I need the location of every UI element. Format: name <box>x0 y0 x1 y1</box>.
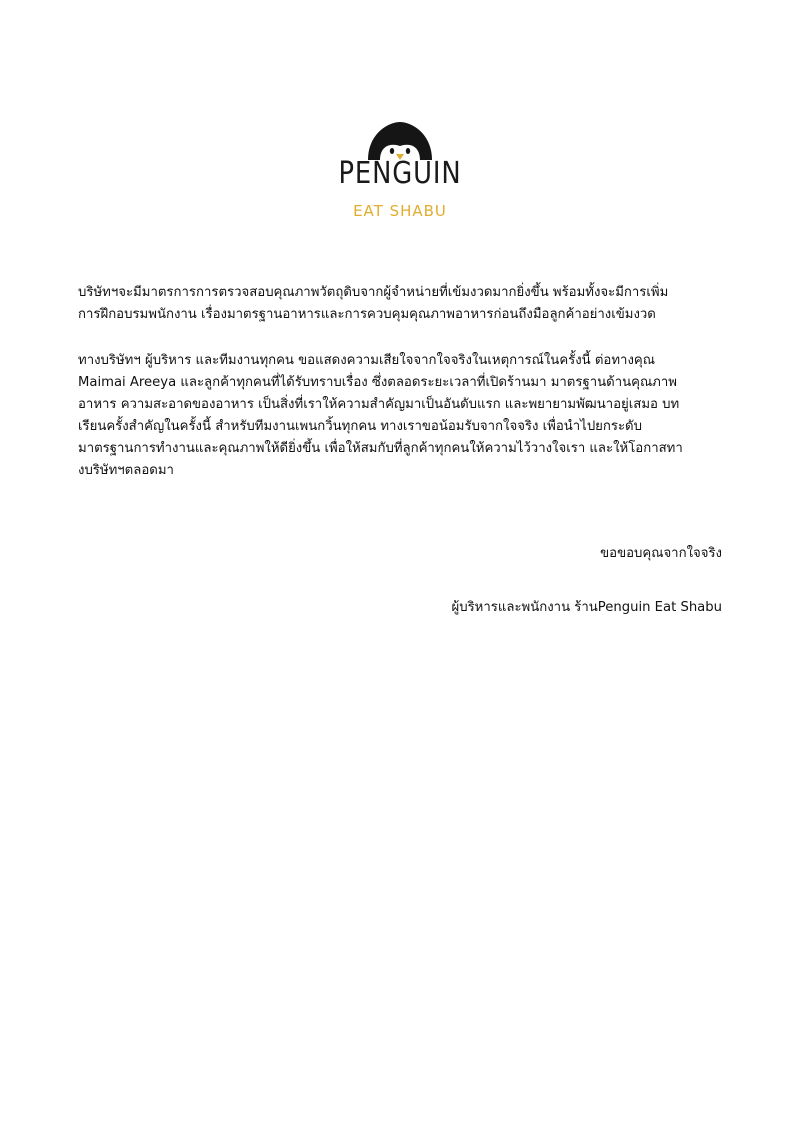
paragraph-line: อาหาร ความสะอาดของอาหาร เป็นสิ่งที่เราให้ความสำคัญมาเป็นอันดับแรก และพยายามพัฒนาอยู่เสมอ บท <box>78 397 680 412</box>
letter-paragraph-2 <box>78 350 724 482</box>
brand-subtitle: EAT SHABU <box>353 202 447 220</box>
paragraph-line: ทางบริษัทฯ ผู้บริหาร และทีมงานทุกคน ขอแสดงความเสียใจจากใจจริงในเหตุการณ์ในครั้งนี้ ต่อทางคุณ <box>78 353 655 368</box>
penguin-icon <box>338 120 462 160</box>
letter-paragraph-1 <box>78 282 724 326</box>
signature-line: ผู้บริหารและพนักงาน ร้านPenguin Eat Shabu <box>451 600 722 615</box>
paragraph-line: บริษัทฯจะมีมาตรการการตรวจสอบคุณภาพวัตถุดิบจากผู้จำหน่ายที่เข้มงวดมากยิ่งขึ้น พร้อมทั้งจะมีการเพิ่ม <box>78 285 669 300</box>
brand-name: PENGUIN <box>338 156 462 191</box>
paragraph-line: เรียนครั้งสำคัญในครั้งนี้ สำหรับทีมงานเพนกวิ้นทุกคน ทางเราขอน้อมรับจากใจจริง เพื่อนำไปยกระดับ <box>78 419 642 434</box>
paragraph-line: มาตรฐานการทำงานและคุณภาพให้ดียิ่งขึ้น เพื่อให้สมกับที่ลูกค้าทุกคนให้ความไว้วางใจเรา และให้โอกาสทา <box>78 441 683 456</box>
paragraph-line: Maimai Areeya และลูกค้าทุกคนที่ได้รับทราบเรื่อง ซึ่งตลอดระยะเวลาที่เปิดร้านมา มาตรฐานด้านคุณภาพ <box>78 375 677 390</box>
paragraph-line: การฝึกอบรมพนักงาน เรื่องมาตรฐานอาหารและการควบคุมคุณภาพอาหารก่อนถึงมือลูกค้าอย่างเข้มงวด <box>78 307 656 322</box>
paragraph-line: งบริษัทฯตลอดมา <box>78 463 174 478</box>
closing-line: ขอขอบคุณจากใจจริง <box>600 546 722 561</box>
